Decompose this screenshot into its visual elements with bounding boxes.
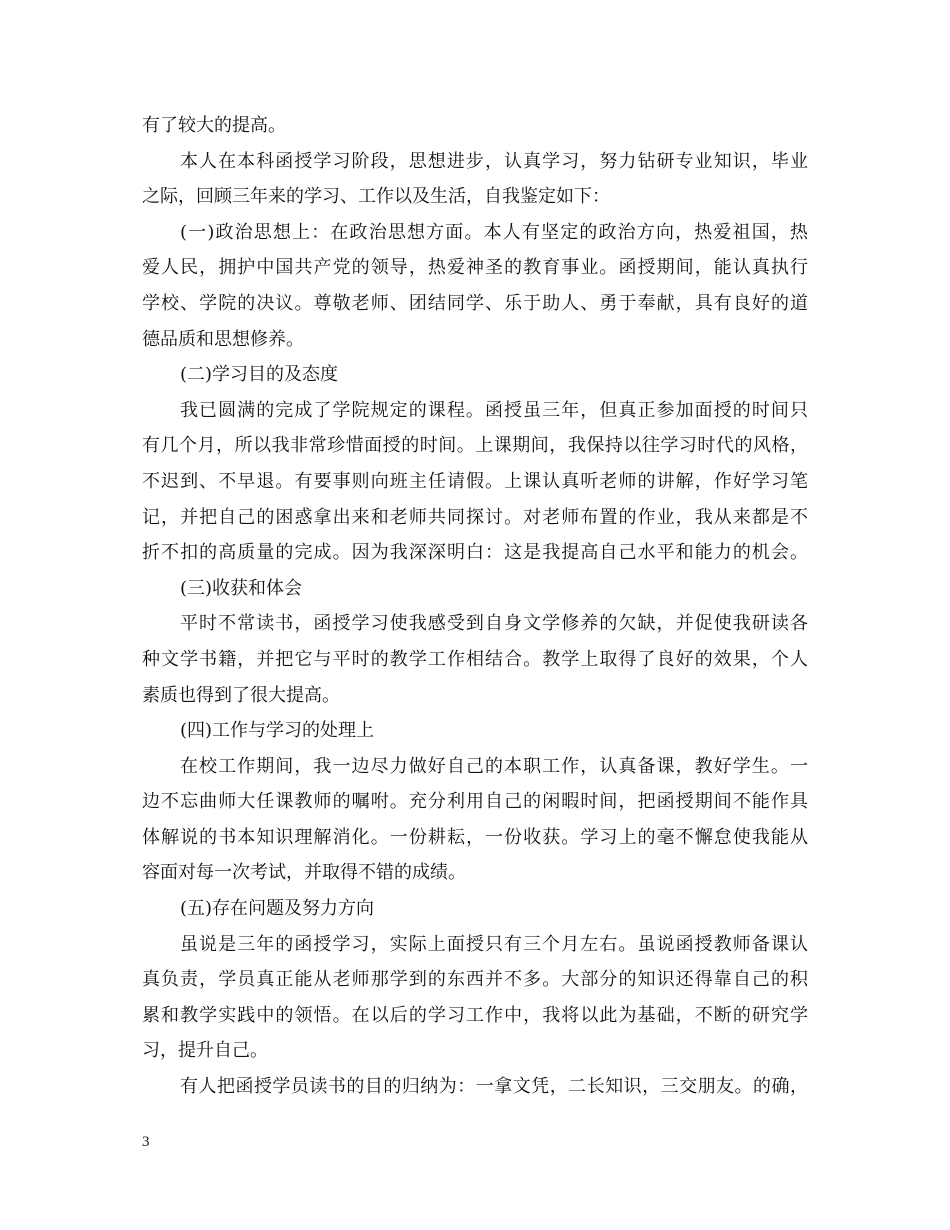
- text-line: 容面对每一次考试，并取得不错的成绩。: [142, 862, 466, 884]
- text-line: 我已圆满的完成了学院规定的课程。函授虽三年，但真正参加面授的时间只: [180, 399, 808, 421]
- text-line: 有几个月，所以我非常珍惜面授的时间。上课期间，我保持以往学习时代的风格，: [142, 435, 808, 457]
- section-heading: (五)存在问题及努力方向: [180, 898, 375, 920]
- text-line: 虽说是三年的函授学习，实际上面授只有三个月左右。虽说函授教师备课认: [180, 933, 808, 955]
- text-line: 之际，回顾三年来的学习、工作以及生活，自我鉴定如下：: [142, 186, 610, 208]
- text-line: (一)政治思想上：在政治思想方面。本人有坚定的政治方向，热爱祖国，热: [180, 221, 808, 243]
- section-heading: (四)工作与学习的处理上: [180, 720, 375, 742]
- document-body: [142, 112, 808, 1109]
- text-line: 边不忘曲师大任课教师的嘱咐。充分利用自己的闲暇时间，把函授期间不能作具: [142, 791, 808, 813]
- section-heading: (三)收获和体会: [180, 577, 303, 599]
- text-line: 本人在本科函授学习阶段，思想进步，认真学习，努力钻研专业知识，毕业: [180, 150, 808, 172]
- section-heading: (二)学习目的及态度: [180, 364, 339, 386]
- text-line: 折不扣的高质量的完成。因为我深深明白：这是我提高自己水平和能力的机会。: [142, 542, 808, 564]
- text-line: 有人把函授学员读书的目的归纳为：一拿文凭，二长知识，三交朋友。的确，: [180, 1076, 808, 1098]
- text-line: 累和教学实践中的领悟。在以后的学习工作中，我将以此为基础，不断的研究学: [142, 1004, 808, 1026]
- text-line: 爱人民，拥护中国共产党的领导，热爱神圣的教育事业。函授期间，能认真执行: [142, 257, 808, 279]
- text-line: 真负责，学员真正能从老师那学到的东西并不多。大部分的知识还得靠自己的积: [142, 969, 808, 991]
- text-line: 不迟到、不早退。有要事则向班主任请假。上课认真听老师的讲解，作好学习笔: [142, 470, 808, 492]
- text-line: 体解说的书本知识理解消化。一份耕耘，一份收获。学习上的毫不懈怠使我能从: [142, 826, 808, 848]
- text-line: 在校工作期间，我一边尽力做好自己的本职工作，认真备课，教好学生。一: [180, 755, 808, 777]
- text-line: 记，并把自己的困惑拿出来和老师共同探讨。对老师布置的作业，我从来都是不: [142, 506, 808, 528]
- text-line: 德品质和思想修养。: [142, 328, 304, 350]
- text-line: 习，提升自己。: [142, 1040, 268, 1062]
- page-number: 3: [142, 1134, 150, 1150]
- text-line: 平时不常读书，函授学习使我感受到自身文学修养的欠缺，并促使我研读各: [180, 613, 808, 635]
- text-line: 种文学书籍，并把它与平时的教学工作相结合。教学上取得了良好的效果，个人: [142, 648, 808, 670]
- text-line: 素质也得到了很大提高。: [142, 684, 340, 706]
- text-line: 有了较大的提高。: [142, 115, 286, 136]
- text-line: 学校、学院的决议。尊敬老师、团结同学、乐于助人、勇于奉献，具有良好的道: [142, 292, 808, 314]
